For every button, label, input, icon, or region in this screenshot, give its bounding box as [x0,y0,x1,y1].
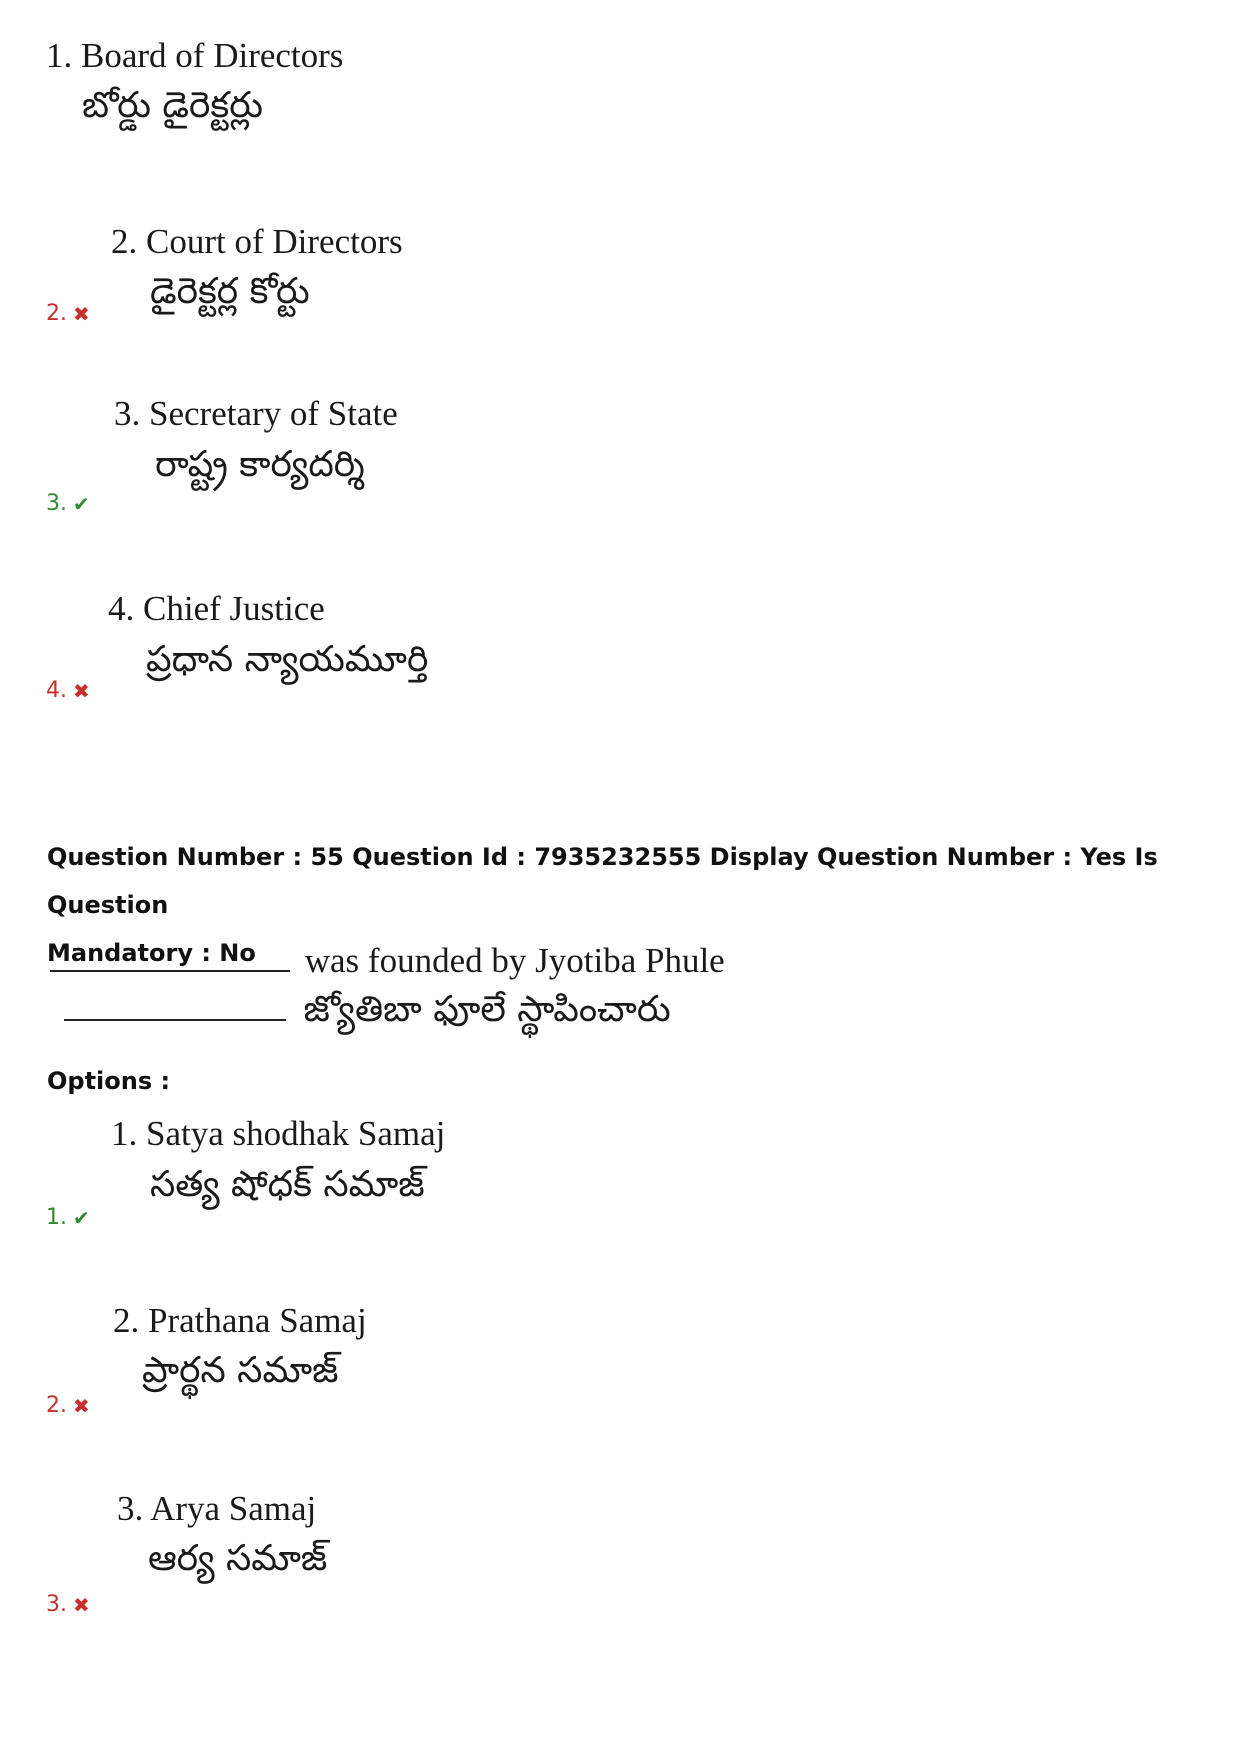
question-stem-english [50,941,725,981]
option-marker-number: 3. [46,491,67,516]
option-telugu-text: బోర్డు డైరెక్టర్లు [82,85,264,126]
question-meta-line2: Mandatory : No [47,939,256,967]
option-telugu-text: ప్రధాన న్యాయమూర్తి [146,639,429,680]
check-icon: ✔ [73,492,90,516]
option-telugu-text: ఆర్య సమాజ్ [148,1538,328,1579]
option-english-text: 3. Secretary of State [114,394,398,433]
option-english-text: 1. Board of Directors [46,36,344,75]
check-icon: ✔ [73,1206,90,1230]
fill-in-blank [50,970,290,972]
option-marker [46,1393,90,1419]
option-marker [46,1205,90,1231]
question-stem-telugu [64,988,671,1032]
option-telugu-text: డైరెక్టర్ల కోర్టు [150,271,310,312]
option-marker [46,301,90,327]
question-stem-telugu-text: జ్యోతిబా ఫూలే స్థాపించారు [303,989,671,1030]
fill-in-blank [64,1019,286,1021]
option-telugu-text: ప్రార్థన సమాజ్ [142,1350,339,1391]
question-meta-line1: Question Number : 55 Question Id : 7935232555 Display Question Number : Yes Is Question [47,843,1158,919]
cross-icon: ✖ [73,679,90,703]
option-marker-number: 3. [46,1592,67,1617]
cross-icon: ✖ [73,1593,90,1617]
option-marker [46,678,90,704]
question-stem-english-text: was founded by Jyotiba Phule [304,941,725,980]
option-marker-number: 1. [46,1205,67,1230]
option-marker-number: 4. [46,678,67,703]
options-label: Options : [47,1067,171,1095]
option-english-text: 3. Arya Samaj [117,1489,317,1528]
option-marker-number: 2. [46,301,67,326]
option-english-text: 4. Chief Justice [108,589,325,628]
option-english-text: 2. Court of Directors [111,222,403,261]
cross-icon: ✖ [73,302,90,326]
option-english-text: 1. Satya shodhak Samaj [111,1114,446,1153]
option-english-text: 2. Prathana Samaj [113,1301,367,1340]
option-telugu-text: రాష్ట్ర కార్యదర్శి [155,444,365,485]
option-marker-number: 2. [46,1393,67,1418]
option-marker [46,491,90,517]
option-marker [46,1592,90,1618]
cross-icon: ✖ [73,1394,90,1418]
option-telugu-text: సత్య షోధక్ సమాజ్ [150,1164,425,1205]
